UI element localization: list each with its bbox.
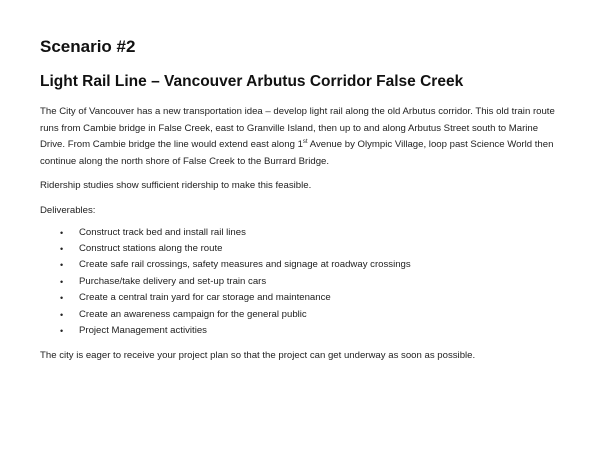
- list-item: [40, 274, 560, 290]
- list-item: [40, 225, 560, 241]
- bullet-icon: •: [60, 325, 64, 336]
- intro-text-part1: The City of Vancouver has a new transportation idea – develop light rail along the old Arbutus corridor. This old train route runs from Cambie bridge in False Creek, east to Granville Island, then up to and along Arbutus Street south to Marine Drive. From Cambie bridge the line would extend east along 1: [40, 106, 555, 150]
- ridership-paragraph: Ridership studies show sufficient ridership to make this feasible.: [40, 180, 312, 191]
- document-content: [40, 36, 560, 373]
- list-item-text: Create safe rail crossings, safety measures and signage at roadway crossings: [79, 259, 411, 271]
- bullet-icon: •: [60, 293, 64, 304]
- deliverables-list: [40, 225, 560, 340]
- scenario-heading: Scenario #2: [40, 37, 136, 56]
- closing-paragraph: The city is eager to receive your project plan so that the project can get underway as soon as possible.: [40, 350, 476, 362]
- list-item-text: Purchase/take delivery and set-up train cars: [79, 275, 267, 287]
- intro-paragraph: [40, 104, 560, 170]
- ordinal-superscript: st: [302, 138, 308, 145]
- deliverables-label: Deliverables:: [40, 204, 96, 216]
- bullet-icon: •: [60, 227, 64, 238]
- bullet-icon: •: [60, 276, 64, 287]
- bullet-icon: •: [60, 260, 64, 271]
- list-item-text: Construct stations along the route: [79, 242, 223, 254]
- list-item: [40, 241, 560, 257]
- list-item: [40, 257, 560, 273]
- list-item: [40, 307, 560, 323]
- document-title: Light Rail Line – Vancouver Arbutus Corridor False Creek: [40, 73, 464, 90]
- list-item: [40, 290, 560, 306]
- list-item-text: Project Management activities: [79, 324, 207, 336]
- bullet-icon: •: [60, 243, 64, 254]
- bullet-icon: •: [60, 309, 64, 320]
- list-item-text: Construct track bed and install rail lines: [79, 226, 246, 238]
- list-item-text: Create a central train yard for car storage and maintenance: [79, 292, 331, 304]
- intro-text-part2: Avenue by Olympic Village, loop past Science World then continue along the north shore of False Creek to the Burrard Bridge.: [40, 139, 554, 167]
- list-item: [40, 323, 560, 339]
- list-item-text: Create an awareness campaign for the general public: [79, 308, 307, 320]
